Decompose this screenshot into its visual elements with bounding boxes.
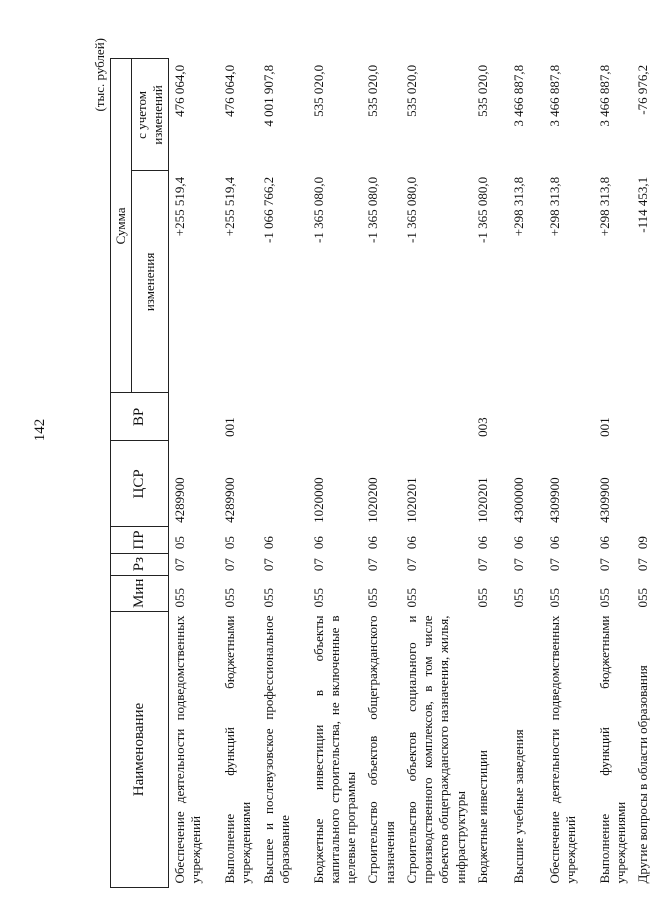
row-total: 3 466 887,8 — [546, 64, 562, 127]
row-vr: 001 — [596, 417, 612, 437]
row-csr: 4309900 — [546, 477, 562, 523]
table-row — [401, 59, 472, 888]
row-rz: 07 — [260, 558, 276, 572]
row-pr: 09 — [635, 536, 651, 550]
row-total: 535 020,0 — [310, 64, 326, 117]
row-total: 535 020,0 — [365, 64, 381, 117]
table-row — [258, 59, 308, 888]
header-csr: ЦСР — [111, 441, 169, 527]
row-change: +298 313,8 — [596, 176, 612, 237]
row-rz: 07 — [365, 558, 381, 572]
row-vr — [401, 393, 472, 441]
row-change: -1 365 080,0 — [365, 176, 381, 243]
row-csr — [632, 441, 668, 527]
row-rz: 07 — [474, 558, 490, 572]
table-row — [169, 59, 220, 888]
row-change: -114 453,1 — [635, 176, 651, 233]
row-vr — [258, 393, 308, 441]
row-name: Бюджетные инвестиции — [474, 750, 490, 884]
header-sum: Сумма — [111, 59, 132, 393]
row-name: Выполнение функций бюджетными учреждениями — [222, 615, 254, 884]
row-min: 055 — [474, 588, 490, 608]
row-rz: 07 — [596, 558, 612, 572]
row-total: 535 020,0 — [474, 64, 490, 117]
row-pr: 06 — [403, 536, 419, 550]
row-min: 055 — [635, 588, 651, 608]
row-total: 3 466 887,8 — [596, 64, 612, 127]
table-row — [544, 59, 594, 888]
row-rz: 07 — [310, 558, 326, 572]
row-change: -1 066 766,2 — [260, 176, 276, 243]
row-change: +298 313,8 — [546, 176, 562, 237]
row-pr: 06 — [474, 536, 490, 550]
row-min: 055 — [172, 588, 187, 608]
row-vr — [308, 393, 363, 441]
header-with-change: с учетом изменений — [132, 59, 169, 171]
row-min: 055 — [365, 588, 381, 608]
row-vr — [169, 393, 220, 441]
table-row — [362, 59, 401, 888]
row-rz: 07 — [546, 558, 562, 572]
budget-table — [110, 58, 668, 888]
header-pr: ПР — [111, 527, 169, 553]
header-rz: Рз — [111, 553, 169, 575]
row-rz: 07 — [403, 558, 419, 572]
row-min: 055 — [596, 588, 612, 608]
row-min: 055 — [222, 588, 237, 608]
row-vr — [362, 393, 401, 441]
row-vr — [544, 393, 594, 441]
row-vr: 001 — [222, 417, 237, 437]
row-name: Строительство объектов социального и производственного комплексов, в том числе объектов общегражданского назначения, жилья, инфраструктуры — [403, 615, 468, 884]
rotated-budget-table-page — [92, 38, 651, 888]
row-vr — [508, 393, 544, 441]
table-row — [219, 59, 258, 888]
row-change: +255 519,4 — [172, 176, 187, 237]
row-total: 3 466 887,8 — [510, 64, 526, 127]
header-name: Наименование — [111, 612, 169, 888]
row-change: +298 313,8 — [510, 176, 526, 237]
row-change: -1 365 080,0 — [403, 176, 419, 243]
row-name: Выполнение функций бюджетными учреждениями — [596, 615, 628, 884]
units-note: (тыс. рублей) — [92, 38, 107, 112]
row-csr: 1020201 — [474, 477, 490, 523]
table-row — [308, 59, 363, 888]
header-change: изменения — [132, 171, 169, 393]
row-min: 055 — [310, 588, 326, 608]
row-pr: 06 — [260, 536, 276, 550]
row-csr: 4309900 — [596, 477, 612, 523]
header-min: Мин — [111, 575, 169, 611]
row-rz: 07 — [635, 558, 651, 572]
row-name: Обеспечение деятельности подведомственных учреждений — [546, 615, 578, 884]
row-rz: 07 — [510, 558, 526, 572]
row-name: Бюджетные инвестиции в объекты капитального строительства, не включенные в целевые программы — [310, 615, 358, 884]
row-rz: 07 — [222, 558, 237, 572]
header-vr: ВР — [111, 393, 169, 441]
row-csr: 1020201 — [403, 477, 419, 523]
row-name: Высшее и послевузовское профессиональное образование — [260, 615, 292, 884]
row-total: 535 020,0 — [403, 64, 419, 117]
row-total: -76 976,2 — [635, 64, 651, 115]
row-min: 055 — [260, 588, 276, 608]
table-row — [594, 59, 633, 888]
row-min: 055 — [546, 588, 562, 608]
row-pr: 06 — [596, 536, 612, 550]
row-vr — [632, 393, 668, 441]
row-change: -1 365 080,0 — [310, 176, 326, 243]
row-vr: 003 — [474, 417, 490, 437]
row-csr: 1020200 — [365, 477, 381, 523]
row-total: 476 064,0 — [222, 64, 237, 117]
row-csr — [258, 441, 308, 527]
row-name: Другие вопросы в области образования — [635, 665, 651, 884]
row-min: 055 — [510, 588, 526, 608]
row-pr: 06 — [546, 536, 562, 550]
row-change: -1 365 080,0 — [474, 176, 490, 243]
row-rz: 07 — [172, 558, 187, 572]
table-row — [508, 59, 544, 888]
row-csr: 4289900 — [222, 477, 237, 523]
row-pr: 05 — [222, 536, 237, 550]
row-total: 4 001 907,8 — [260, 64, 276, 127]
row-name: Высшие учебные заведения — [510, 729, 526, 884]
row-name: Строительство объектов общегражданского назначения — [365, 615, 397, 884]
row-name: Обеспечение деятельности подведомственных учреждений — [172, 615, 204, 884]
row-min: 055 — [403, 588, 419, 608]
table-row — [632, 59, 668, 888]
row-pr: 06 — [310, 536, 326, 550]
row-total: 476 064,0 — [172, 64, 187, 117]
table-row — [472, 59, 508, 888]
row-pr: 06 — [510, 536, 526, 550]
row-csr: 1020000 — [310, 477, 326, 523]
row-pr: 05 — [172, 536, 187, 550]
row-csr: 4300000 — [510, 477, 526, 523]
page-number: 142 — [32, 418, 48, 442]
row-csr: 4289900 — [172, 477, 187, 523]
row-pr: 06 — [365, 536, 381, 550]
row-change: +255 519,4 — [222, 176, 237, 237]
